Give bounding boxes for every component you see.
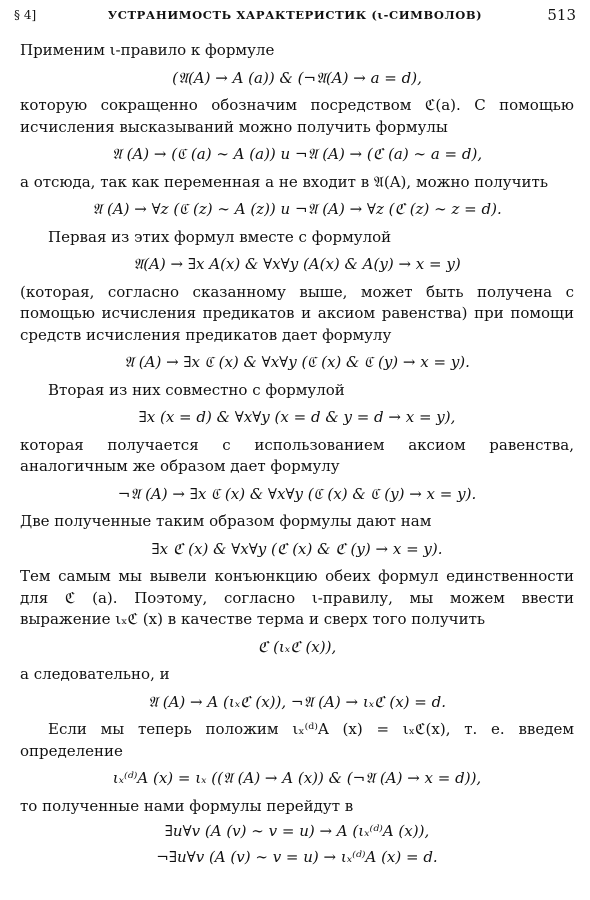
paragraph: Две полученные таким образом формулы дают нам: [20, 512, 432, 530]
running-header: [14, 6, 576, 28]
running-title: УСТРАНИМОСТЬ ХАРАКТЕРИСТИК (ι-СИМВОЛОВ): [107, 8, 483, 22]
paragraph: то полученные нами формулы перейдут в: [20, 796, 354, 815]
formula: ¬𝔄 (A) → ∃x ℭ (x) & ∀x∀y (ℭ (x) & ℭ (y) → x = y).: [117, 484, 477, 503]
paragraph: Если мы теперь положим ιₓ⁽ᵈ⁾A (x) = ιₓℭ(x), т. е. введем определение: [20, 720, 574, 760]
formula: ∃x (x = d) & ∀x∀y (x = d & y = d → x = y),: [138, 408, 456, 426]
formula: 𝔄 (A) → A (ιₓℭ (x)), ¬𝔄 (A) → ιₓℭ (x) = d.: [148, 692, 446, 711]
formula: ∃u∀v (A (v) ∼ v = u) → A (ιₓ⁽ᵈ⁾A (x)),: [164, 822, 430, 840]
paragraph: которая получается с использованием аксиом равенства, аналогичным же образом дает формулу: [20, 435, 574, 475]
paragraph: Вторая из них совместно с формулой: [48, 380, 345, 399]
paragraph: а следовательно, и: [20, 665, 170, 683]
formula: 𝔄 (A) → ∃x ℭ (x) & ∀x∀y (ℭ (x) & ℭ (y) → x = y).: [124, 353, 470, 371]
paragraph: а отсюда, так как переменная a не входит в 𝔄(A), можно получить: [20, 172, 549, 191]
formula: ιₓ⁽ᵈ⁾A (x) = ιₓ ((𝔄 (A) → A (x)) & (¬𝔄 (A) → x = d)),: [112, 769, 482, 787]
formula: ℭ (ιₓℭ (x)),: [257, 637, 337, 656]
paragraph: Первая из этих формул вместе с формулой: [48, 227, 392, 246]
formula: ∃x ℭ (x) & ∀x∀y (ℭ (x) & ℭ (y) → x = y).: [151, 539, 443, 558]
formula: 𝔄(A) → ∃x A(x) & ∀x∀y (A(x) & A(y) → x = y): [133, 255, 461, 273]
formula: ¬∃u∀v (A (v) ∼ v = u) → ιₓ⁽ᵈ⁾A (x) = d.: [156, 847, 438, 866]
paragraph: которую сокращенно обозначим посредством ℭ(a). С помощью исчисления высказываний можно получить формулы: [20, 96, 574, 136]
formula: 𝔄 (A) → (ℭ (a) ∼ A (a)) и ¬𝔄 (A) → (ℭ (a) ∼ a = d),: [111, 145, 483, 163]
paragraph: (которая, согласно сказанному выше, может быть получена с помощью исчисления предикатов и аксиом равенства) при помощи средств исчисления предикатов дает формулу: [20, 282, 574, 344]
paragraph: Применим ι-правило к формуле: [20, 41, 275, 59]
formula: (𝔄(A) → A (a)) & (¬𝔄(A) → a = d),: [172, 68, 422, 87]
paragraph: Тем самым мы вывели конъюнкцию обеих формул единственности для ℭ (a). Поэтому, согласно ι-правилу, мы можем ввести выражение ιₓℭ (x) в качестве терма и сверх того получить: [20, 567, 574, 628]
formula: 𝔄 (A) → ∀z (ℭ (z) ∼ A (z)) и ¬𝔄 (A) → ∀z (ℭ (z) ∼ z = d).: [92, 200, 502, 218]
section-marker: § 4]: [14, 8, 37, 22]
page-number: 513: [547, 6, 576, 24]
page-body: [20, 40, 574, 872]
